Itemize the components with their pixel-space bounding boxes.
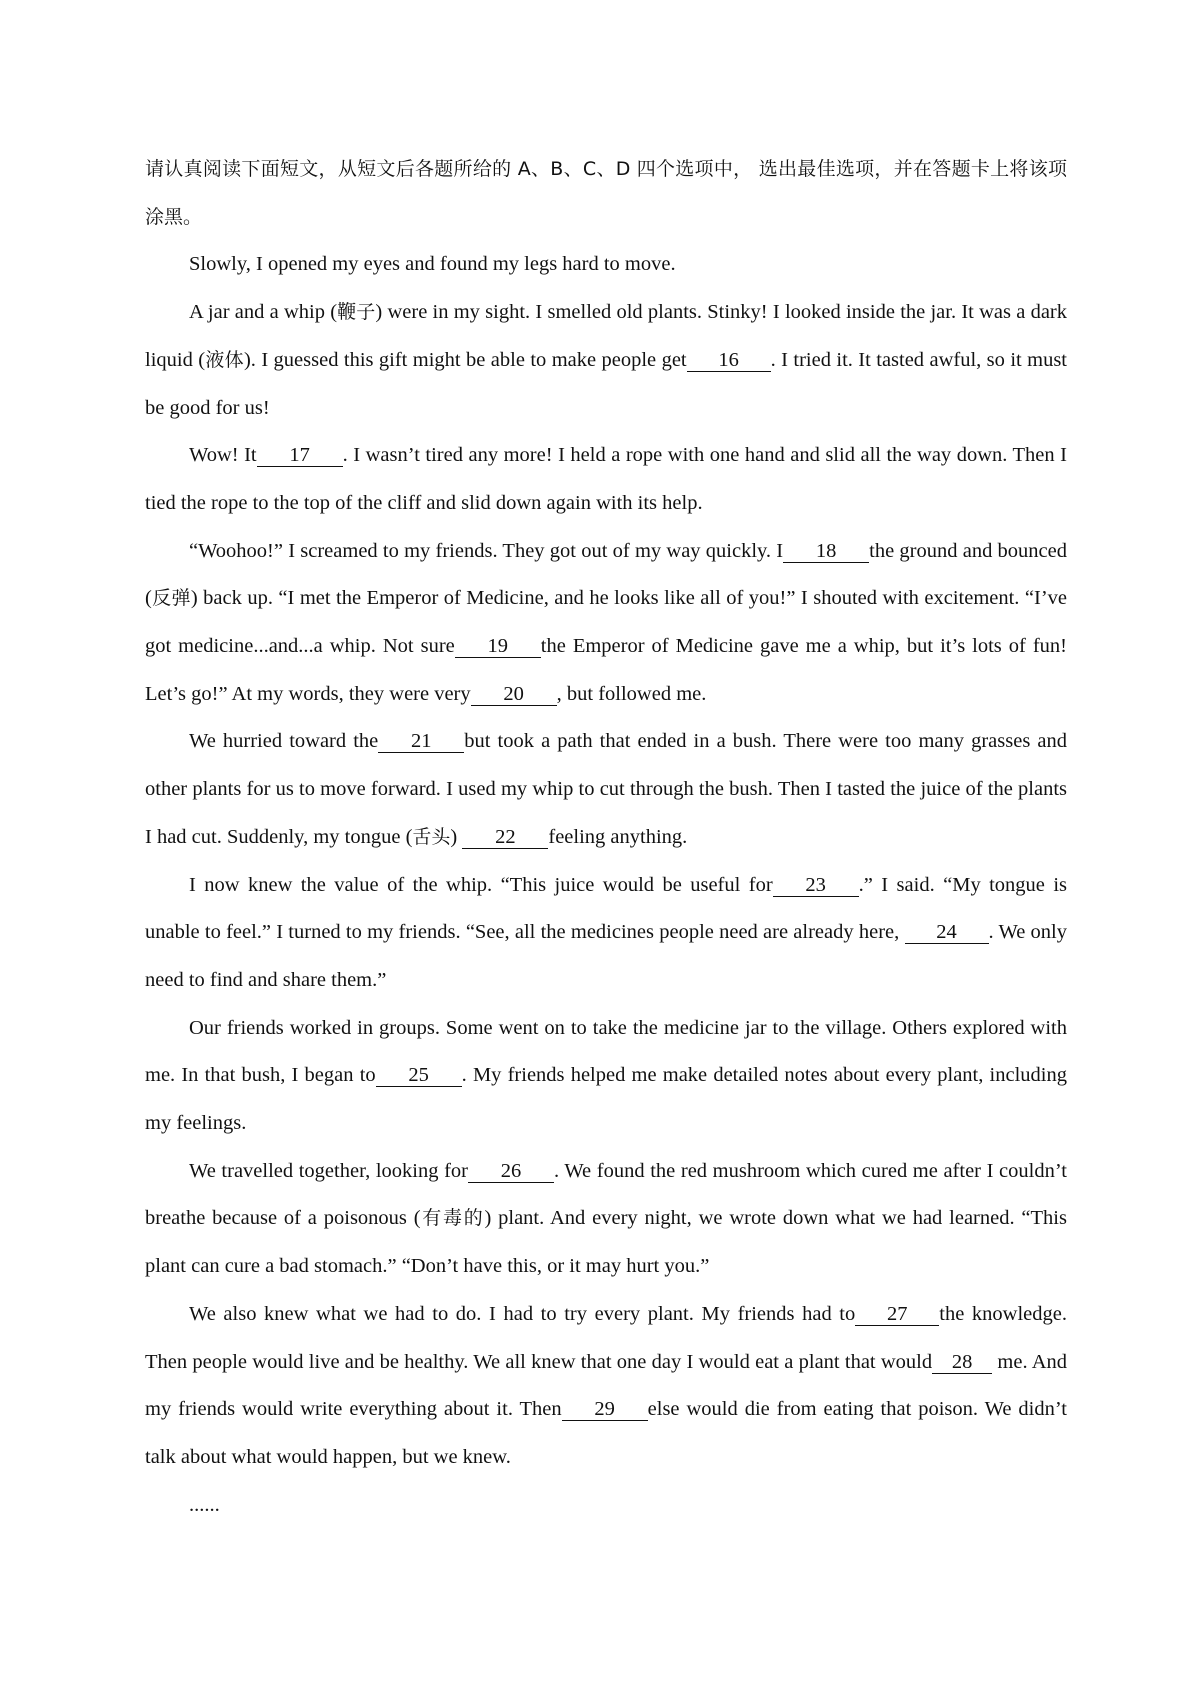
cloze-passage xyxy=(145,146,1067,1529)
blank-19: 19 xyxy=(455,635,541,658)
instructions: 请认真阅读下面短文，从短文后各题所给的 A、B、C、D 四个选项中， 选出最佳选项，并在答题卡上将该项涂黑。 xyxy=(145,158,1067,228)
gloss-tongue: 舌头 xyxy=(412,825,451,848)
blank-20: 20 xyxy=(471,683,557,706)
paragraph-2 xyxy=(145,289,1067,432)
text: me. And my friends would write everything about it. Then xyxy=(145,1350,1068,1421)
text: ) xyxy=(450,825,463,848)
text: the knowledge. Then people would live and be healthy. We all knew that one day I would eat a plant that would xyxy=(145,1302,1067,1373)
paragraph-1 xyxy=(145,241,1067,289)
blank-22: 22 xyxy=(462,826,548,849)
blank-28: 28 xyxy=(932,1351,992,1374)
blank-29: 29 xyxy=(562,1398,648,1421)
gloss-bounce: 反弹 xyxy=(151,587,191,610)
text: I now knew the value of the whip. “This juice would be useful for xyxy=(189,873,773,896)
ellipsis: ...... xyxy=(189,1493,220,1516)
blank-17: 17 xyxy=(257,444,343,467)
paragraph-6 xyxy=(145,862,1067,1005)
text: Slowly, I opened my eyes and found my legs hard to move. xyxy=(189,253,676,276)
blank-25: 25 xyxy=(376,1064,462,1087)
blank-18: 18 xyxy=(783,540,869,563)
text: feeling anything. xyxy=(548,825,688,848)
text: We hurried toward the xyxy=(189,730,379,753)
paragraph-7 xyxy=(145,1005,1067,1148)
text: . I wasn’t tired any more! I held a rope with one hand and slid all the way down. Then I tied the rope to the top of the cliff and slid down again with its help. xyxy=(145,444,1067,514)
text: Wow! It xyxy=(189,444,257,467)
gloss-liquid: 液体 xyxy=(205,348,244,371)
text: “Woohoo!” I screamed to my friends. They got out of my way quickly. I xyxy=(189,539,784,562)
blank-16: 16 xyxy=(687,349,771,372)
text: .” I said. “My tongue is unable to feel.” I turned to my friends. “See, all the medicines people need are already here, xyxy=(145,873,1067,944)
text: . My friends helped me make detailed notes about every plant, including my feelings. xyxy=(145,1064,1067,1135)
paragraph-9 xyxy=(145,1291,1067,1482)
text: We travelled together, looking for xyxy=(189,1159,468,1182)
gloss-poisonous: 有毒的 xyxy=(420,1207,485,1230)
gloss-whip: 鞭子 xyxy=(337,301,376,324)
text: . We found the red mushroom which cured me after I couldn’t breathe because of a poisonous ( xyxy=(145,1159,1068,1230)
blank-26: 26 xyxy=(468,1160,554,1183)
text: else would die from eating that poison. We didn’t talk about what would happen, but we knew. xyxy=(145,1398,1067,1468)
text: Our friends worked in groups. Some went on to take the medicine jar to the village. Others explored with me. In that bush, I began to xyxy=(145,1016,1067,1087)
text: ). I guessed this gift might be able to make people get xyxy=(243,348,687,371)
blank-21: 21 xyxy=(378,730,464,753)
paragraph-5 xyxy=(145,718,1067,861)
text: . I tried it. It tasted awful, so it must be good for us! xyxy=(145,348,1067,419)
paragraph-8 xyxy=(145,1148,1067,1291)
text: but took a path that ended in a bush. There were too many grasses and other plants for us to move forward. I used my whip to cut through the bush. Then I tasted the juice of the plants I had cut. Suddenly, my tongue ( xyxy=(145,730,1067,848)
text: ) were in my sight. I smelled old plants. Stinky! I looked inside the jar. It was a dark liquid ( xyxy=(145,301,1067,371)
blank-23: 23 xyxy=(773,874,859,897)
text: We also knew what we had to do. I had to try every plant. My friends had to xyxy=(189,1302,856,1325)
text: A jar and a whip ( xyxy=(189,301,338,324)
text: the ground and bounced ( xyxy=(145,539,1067,610)
text: ) back up. “I met the Emperor of Medicine, and he looks like all of you!” I shouted with excitement. “I’ve got medicine...and...a whip. Not sure xyxy=(145,587,1067,658)
text: . We only need to find and share them.” xyxy=(145,921,1067,991)
paragraph-3 xyxy=(145,432,1067,527)
blank-27: 27 xyxy=(855,1303,939,1326)
paragraph-4 xyxy=(145,528,1067,719)
text: ) plant. And every night, we wrote down what we had learned. “This plant can cure a bad stomach.” “Don’t have this, or it may hurt you.” xyxy=(145,1207,1067,1278)
blank-24: 24 xyxy=(905,921,989,944)
text: , but followed me. xyxy=(556,682,707,705)
text: the Emperor of Medicine gave me a whip, but it’s lots of fun! Let’s go!” At my words, they were very xyxy=(145,635,1067,705)
